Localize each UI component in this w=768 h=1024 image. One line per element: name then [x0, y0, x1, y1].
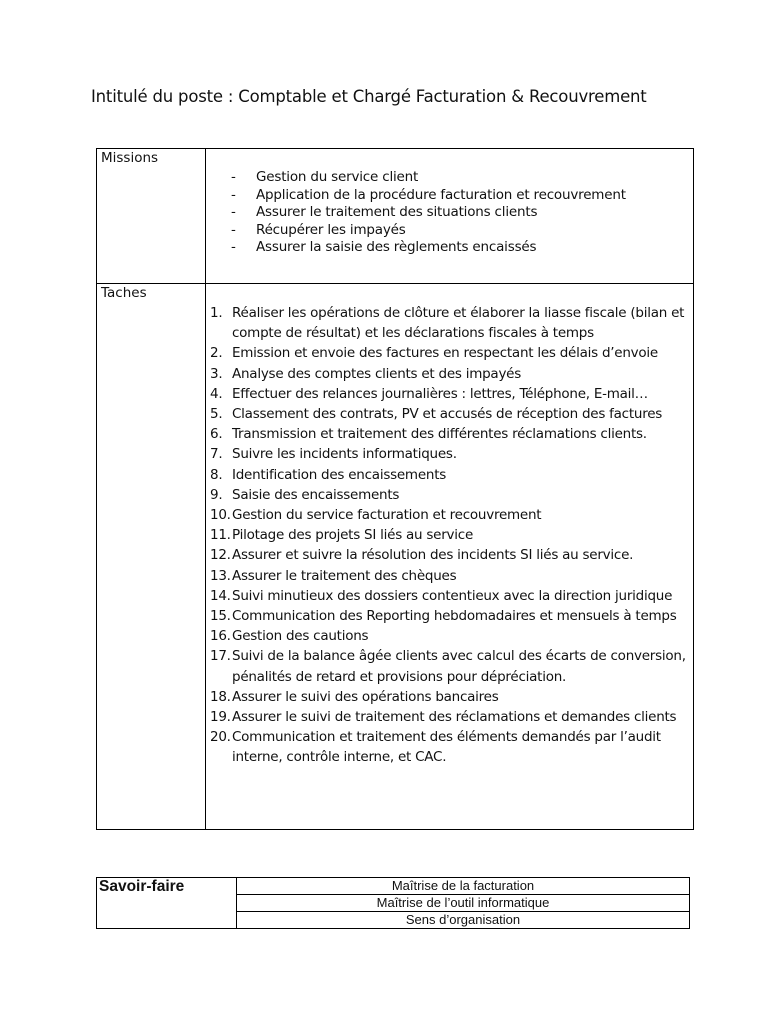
- task-number: 13.: [210, 567, 231, 584]
- missions-row: [97, 149, 694, 284]
- mission-text: Gestion du service client: [256, 169, 419, 185]
- task-text: Transmission et traitement des différentes réclamations clients.: [232, 426, 647, 443]
- skill-item: Maîtrise de l’outil informatique: [237, 895, 690, 912]
- task-item: [210, 485, 693, 505]
- task-text: Identification des encaissements: [232, 466, 447, 483]
- task-number: 19.: [210, 709, 231, 726]
- mission-item: [228, 222, 693, 240]
- task-item: [210, 545, 693, 565]
- tasks-content: [206, 284, 694, 830]
- task-number: 16.: [210, 628, 231, 645]
- task-item: [210, 626, 693, 646]
- task-number: 4.: [210, 385, 223, 402]
- task-text: Emission et envoie des factures en respectant les délais d’envoie: [232, 345, 658, 362]
- task-item: [210, 364, 693, 384]
- task-text: Assurer le traitement des chèques: [232, 567, 457, 584]
- task-text: Pilotage des projets SI liés au service: [232, 527, 473, 544]
- task-item: [210, 606, 693, 626]
- task-number: 8.: [210, 466, 223, 483]
- missions-list: [206, 149, 693, 257]
- bullet-dash: -: [231, 239, 236, 255]
- mission-text: Application de la procédure facturation et recouvrement: [256, 186, 626, 203]
- mission-text: Assurer la saisie des règlements encaissés: [256, 239, 537, 255]
- task-text: Gestion du service facturation et recouvrement: [232, 507, 542, 524]
- task-number: 1.: [210, 305, 223, 321]
- tasks-label: Taches: [97, 284, 206, 830]
- task-number: 6.: [210, 426, 223, 443]
- task-text: Suivre les incidents informatiques.: [232, 446, 457, 463]
- task-item: [210, 303, 693, 343]
- bullet-dash: -: [231, 221, 236, 238]
- mission-item: [228, 169, 693, 187]
- task-item: [210, 444, 693, 464]
- task-item: [210, 687, 693, 707]
- bullet-dash: -: [231, 204, 236, 220]
- task-text: Analyse des comptes clients et des impayés: [232, 365, 522, 382]
- task-item: [210, 646, 693, 686]
- skill-item: Sens d’organisation: [237, 912, 690, 929]
- task-item: [210, 384, 693, 404]
- task-number: 9.: [210, 486, 223, 503]
- task-number: 7.: [210, 446, 223, 463]
- missions-content: [206, 149, 694, 284]
- task-number: 5.: [210, 406, 223, 423]
- task-text: Assurer et suivre la résolution des incidents SI liés au service.: [232, 547, 634, 564]
- task-number: 14.: [210, 587, 231, 604]
- mission-text: Récupérer les impayés: [256, 221, 406, 238]
- task-number: 18.: [210, 688, 231, 705]
- bullet-dash: -: [231, 186, 236, 203]
- task-item: [210, 505, 693, 525]
- skill-item: Maîtrise de la facturation: [237, 878, 690, 895]
- task-number: 15.: [210, 608, 231, 625]
- job-description-table: [96, 148, 694, 830]
- task-item: [210, 424, 693, 444]
- mission-item: [228, 239, 693, 257]
- task-item: [210, 465, 693, 485]
- mission-item: [228, 204, 693, 222]
- page-title: Intitulé du poste : Comptable et Chargé Facturation & Recouvrement: [91, 87, 647, 106]
- savoir-faire-label: Savoir-faire: [97, 878, 237, 929]
- task-text: Assurer le suivi des opérations bancaires: [232, 688, 499, 705]
- task-text: Communication et traitement des éléments demandés par l’audit interne, contrôle interne, et CAC.: [232, 729, 661, 766]
- task-item: [210, 727, 693, 767]
- task-number: 2.: [210, 345, 223, 362]
- task-text: Classement des contrats, PV et accusés de réception des factures: [232, 406, 663, 423]
- task-item: [210, 566, 693, 586]
- task-number: 12.: [210, 547, 231, 564]
- task-item: [210, 707, 693, 727]
- tasks-row: [97, 284, 694, 830]
- task-item: [210, 525, 693, 545]
- task-number: 10.: [210, 507, 231, 524]
- task-number: 3.: [210, 365, 223, 382]
- task-text: Communication des Reporting hebdomadaires et mensuels à temps: [232, 608, 677, 625]
- task-number: 20.: [210, 729, 231, 746]
- skill-row: [97, 878, 690, 895]
- task-text: Saisie des encaissements: [232, 486, 400, 503]
- task-text: Effectuer des relances journalières : lettres, Téléphone, E-mail…: [232, 385, 648, 402]
- mission-item: [228, 187, 693, 205]
- task-number: 11.: [210, 527, 231, 544]
- bullet-dash: -: [231, 169, 236, 185]
- task-text: Assurer le suivi de traitement des réclamations et demandes clients: [232, 709, 677, 726]
- task-text: Gestion des cautions: [232, 628, 369, 645]
- task-item: [210, 586, 693, 606]
- task-number: 17.: [210, 648, 231, 665]
- missions-label: Missions: [97, 149, 206, 284]
- savoir-faire-table: [96, 877, 690, 929]
- tasks-list: [206, 284, 693, 768]
- task-text: Réaliser les opérations de clôture et élaborer la liasse fiscale (bilan et compte de résultat) et les déclarations fiscales à temps: [232, 305, 685, 342]
- task-item: [210, 343, 693, 363]
- task-item: [210, 404, 693, 424]
- task-text: Suivi de la balance âgée clients avec calcul des écarts de conversion, pénalités de retard et provisions pour dépréciation.: [232, 648, 686, 685]
- mission-text: Assurer le traitement des situations clients: [256, 204, 538, 220]
- task-text: Suivi minutieux des dossiers contentieux avec la direction juridique: [232, 587, 673, 604]
